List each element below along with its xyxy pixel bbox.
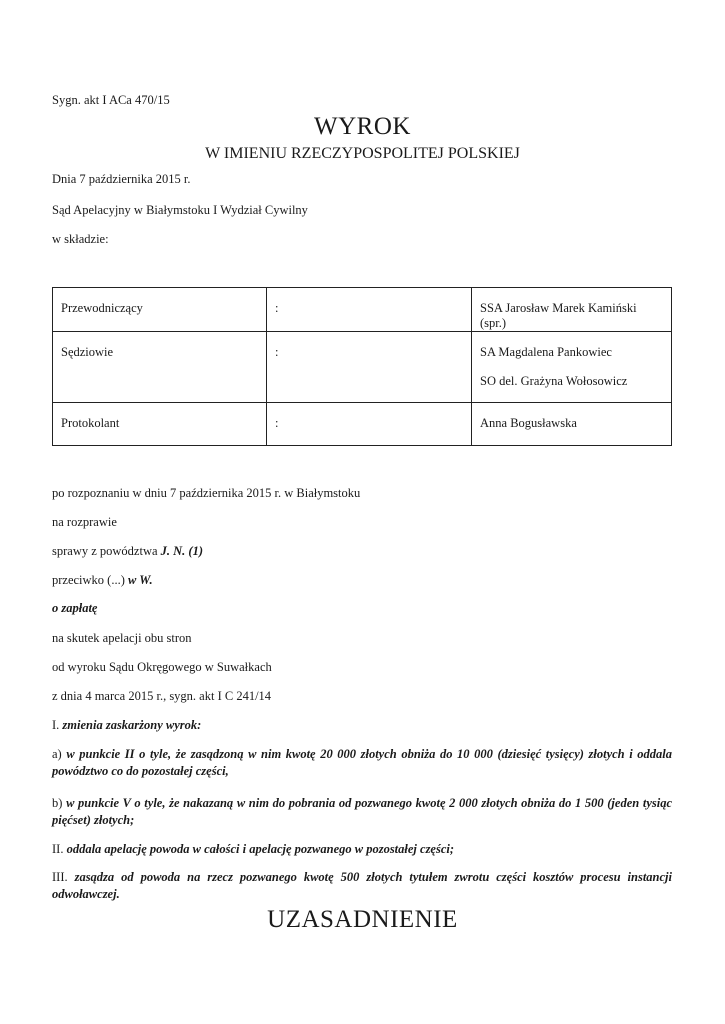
panel-row-clerk bbox=[53, 403, 672, 446]
panel-separator: : bbox=[267, 403, 472, 446]
case-subject: o zapłatę bbox=[52, 601, 98, 615]
against-line bbox=[52, 573, 153, 588]
defendant-name: w W. bbox=[128, 573, 153, 587]
panel-names bbox=[472, 403, 672, 446]
composition-label: w składzie: bbox=[52, 232, 109, 246]
point-number: III. bbox=[52, 870, 75, 884]
claim-prefix: sprawy z powództwa bbox=[52, 544, 161, 558]
point-number: I. bbox=[52, 718, 63, 732]
point-text: oddala apelację powoda w całości i apelację pozwanego w pozostałej części; bbox=[66, 842, 455, 856]
panel-names bbox=[472, 288, 672, 332]
point-text: zmienia zaskarżony wyrok: bbox=[62, 718, 202, 732]
panel-separator: : bbox=[267, 332, 472, 403]
document-title: WYROK bbox=[314, 113, 411, 140]
justification-heading: UZASADNIENIE bbox=[267, 906, 458, 933]
point-text: w punkcie V o tyle, że nakazaną w nim do pobrania od pozwanego kwotę 2 000 złotych obniża do 1 500 (jeden tysiąc pięćset) złotych; bbox=[52, 796, 672, 827]
court-panel-table bbox=[52, 287, 672, 446]
against-prefix: przeciwko (...) bbox=[52, 573, 129, 587]
judgment-date: Dnia 7 października 2015 r. bbox=[52, 172, 191, 186]
judgment-date-line: z dnia 4 marca 2015 r., sygn. akt I C 241/14 bbox=[52, 689, 272, 703]
hearing-line: po rozpoznaniu w dniu 7 października 2015 r. w Białymstoku bbox=[52, 486, 361, 500]
case-number: Sygn. akt I ACa 470/15 bbox=[52, 93, 170, 107]
ruling-point-b bbox=[52, 795, 672, 829]
document-subtitle: W IMIENIU RZECZYPOSPOLITEJ POLSKIEJ bbox=[205, 145, 520, 162]
claim-line bbox=[52, 544, 203, 559]
ruling-point-3 bbox=[52, 869, 672, 903]
ruling-point-2 bbox=[52, 841, 672, 858]
judgment-from-line: od wyroku Sądu Okręgowego w Suwałkach bbox=[52, 660, 272, 674]
hearing-mode: na rozprawie bbox=[52, 515, 117, 529]
appeal-line: na skutek apelacji obu stron bbox=[52, 631, 192, 645]
ruling-point-1 bbox=[52, 718, 201, 733]
point-number: II. bbox=[52, 842, 67, 856]
panel-names bbox=[472, 332, 672, 403]
panel-role: Przewodniczący bbox=[53, 288, 267, 332]
panel-row-judges bbox=[53, 332, 672, 403]
point-text: zasądza od powoda na rzecz pozwanego kwotę 500 złotych tytułem zwrotu części kosztów procesu instancji odwoławczej. bbox=[52, 870, 672, 901]
panel-row-presiding bbox=[53, 288, 672, 332]
point-text: w punkcie II o tyle, że zasądzoną w nim kwotę 20 000 złotych obniża do 10 000 (dziesięć tysięcy) złotych i oddala powództwo co do pozostałej części, bbox=[52, 747, 673, 778]
panel-separator: : bbox=[267, 288, 472, 332]
point-number: a) bbox=[52, 747, 67, 761]
judge-name: SA Magdalena Pankowiec bbox=[480, 345, 612, 359]
clerk-name: Anna Bogusławska bbox=[480, 416, 577, 430]
judge-name: SO del. Grażyna Wołosowicz bbox=[480, 374, 628, 388]
judge-name: SSA Jarosław Marek Kamiński (spr.) bbox=[480, 301, 637, 330]
point-number: b) bbox=[52, 796, 67, 810]
ruling-point-a bbox=[52, 746, 672, 780]
panel-role: Sędziowie bbox=[53, 332, 267, 403]
claimant-name: J. N. (1) bbox=[160, 544, 204, 558]
court-name: Sąd Apelacyjny w Białymstoku I Wydział Cywilny bbox=[52, 203, 308, 217]
panel-role: Protokolant bbox=[53, 403, 267, 446]
